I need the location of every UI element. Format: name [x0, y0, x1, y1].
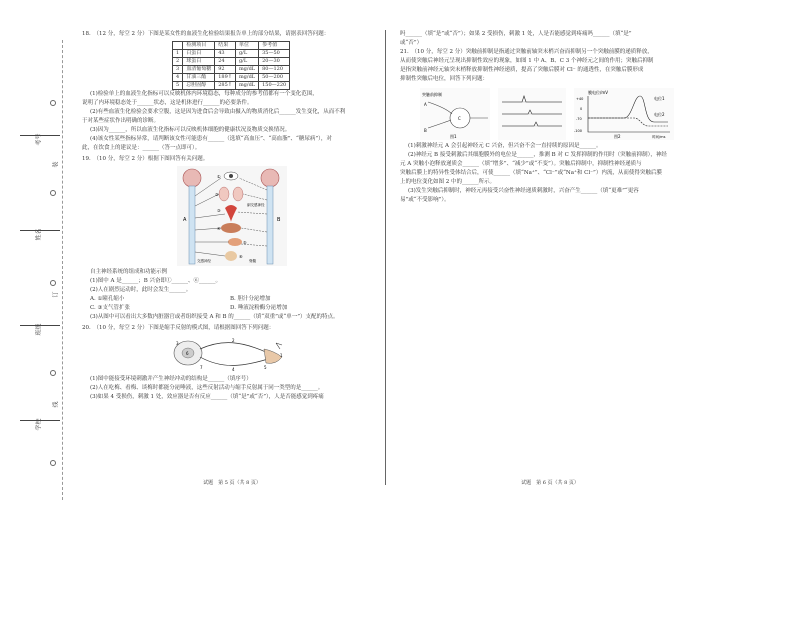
fig2-label-potential2: 电位2 — [654, 112, 665, 117]
table-header: 单位 — [235, 42, 258, 50]
fig2-title: 图2 — [614, 134, 621, 139]
q21-line2: 从而使突触后神经元呈现出抑制性效应的现象，如图 1 中 A、B、C 3 个神经元之间的作用；突触后抑制 — [400, 58, 654, 64]
table-cell: 5 — [173, 82, 183, 90]
q20-sub1: (1)图中能接受环境刺激并产生神经冲动的结构是______（填序号） — [90, 376, 252, 382]
label-school: 学校 — [35, 418, 43, 431]
table-cell: 4 — [173, 74, 183, 82]
table-cell: 白蛋白 — [183, 50, 215, 58]
table-cell: 43 — [215, 50, 236, 58]
table-header — [173, 42, 183, 50]
binding-margin — [18, 40, 63, 500]
table-cell: 285↑ — [215, 82, 236, 90]
reflex-label-4: 4 — [232, 367, 235, 372]
label-class: 班级 — [35, 323, 43, 336]
fig2-tick-70: -70 — [576, 117, 582, 121]
table-cell: 2 — [173, 58, 183, 66]
table-cell: 24 — [215, 58, 236, 66]
fig-label-parasympathetic: 副交感神经 — [247, 203, 265, 207]
fig1-title: 图1 — [450, 134, 457, 139]
fig2-xlabel: 时间/ms — [652, 135, 666, 139]
question-18-head: 18. （12 分，每空 2 分）下图是某女性的血液生化检验结果报告单上的部分结果，请据表回答问题： — [82, 31, 330, 37]
q21-sub3b: 易”或“不受影响”）。 — [400, 197, 450, 203]
stomach-icon — [228, 238, 242, 246]
page-footer-6: 试题 第 6 页（共 8 页） — [521, 480, 579, 486]
liver-icon — [221, 223, 241, 233]
table-row — [173, 74, 290, 82]
question-19 — [82, 155, 382, 322]
q18-sub4b: 此，在饮食上的建议是：______（答一点即可）。 — [82, 145, 201, 151]
table-cell: 80—120 — [259, 66, 290, 74]
figure-2-potential-chart — [574, 88, 674, 140]
table-cell: g/L — [235, 50, 258, 58]
q18-sub2a: (2)有些血液生化检验会要求空腹，这是因为进食后会导致由摄入的物质消化后______发生变化，从而不利 — [90, 109, 346, 115]
fig-label-a: A — [183, 217, 187, 223]
lung-right-icon — [233, 187, 243, 201]
q19-sub2: (2)人在剧烈运动时，此时会发生______。 — [90, 287, 192, 293]
table-cell: 总胆固醇 — [183, 82, 215, 90]
table-cell: g/L — [235, 58, 258, 66]
fig-label-4: ④ — [217, 226, 221, 231]
fig-label-spinal: 脊髓 — [249, 259, 256, 263]
fig1-label-presynaptic: 突触前抑制 — [422, 92, 442, 97]
q21-sub2a: (2)神经元 B 接受刺激后其细胞膜外的电位是______，推测 B 对 C 发挥抑制的作用时（突触前抑制），神经 — [408, 152, 667, 158]
reflex-label-1: 1 — [280, 353, 283, 358]
question-21-head: 21. （10 分，每空 2 分）突触前抑制是指通过突触前轴突末梢兴奋而抑制另一个突触前膜的递质释放， — [400, 49, 653, 55]
fig2-tick-0: 0 — [580, 107, 583, 111]
pin-icon — [276, 343, 282, 349]
table-header: 检测项目 — [183, 42, 215, 50]
reflex-label-3: 3 — [176, 341, 179, 346]
fig2-label-potential1: 电位1 — [654, 96, 665, 101]
table-row — [173, 66, 290, 74]
brain-left-icon — [183, 169, 201, 187]
table-cell: 1 — [173, 50, 183, 58]
q19-option-c: C. ③支气管扩张 — [90, 305, 130, 311]
left-page — [82, 30, 382, 490]
table-row — [173, 50, 290, 58]
q20-continued-2: 或“否”） — [400, 40, 423, 46]
autonomic-nervous-figure — [177, 166, 287, 266]
q19-option-b: B. 胆汁分泌增加 — [230, 296, 271, 302]
q19-caption: 自主神经系统的组成和功能示例 — [90, 269, 168, 275]
table-cell: mg/dL — [235, 74, 258, 82]
right-page — [400, 30, 700, 490]
reflex-arc-figure — [172, 335, 292, 373]
table-cell: 甘油三酯 — [183, 74, 215, 82]
table-cell: 球蛋白 — [183, 58, 215, 66]
binding-hole — [50, 370, 56, 376]
fig-label-6: ⑥ — [239, 254, 243, 259]
q18-sub1a: (1)检验单上的血液生化指标可以反映机体内环境稳态，每种成分的参考值都有一个变化范围， — [90, 91, 318, 97]
question-18 — [82, 30, 382, 153]
figure-1-neurons — [420, 88, 490, 140]
fig-label-1: ① — [217, 174, 221, 179]
binding-hole — [50, 280, 56, 286]
table-cell: 150—220 — [259, 82, 290, 90]
mark-ding: 订 — [52, 291, 60, 298]
autonomic-diagram — [177, 166, 287, 266]
q18-sub1b: 说明了内环境稳态处于______状态，这是机体进行______的必要条件。 — [82, 100, 253, 106]
lab-results-table — [172, 41, 290, 90]
fig1-label-c: C — [458, 116, 461, 121]
question-19-head: 19. （10 分，每空 2 分）根据下图回答有关问题。 — [82, 156, 209, 162]
fig-label-b: B — [277, 217, 281, 223]
table-cell: mg/dL — [235, 82, 258, 90]
mark-xian: 线 — [52, 401, 60, 408]
q19-option-a: A. ①瞳孔缩小 — [90, 296, 125, 302]
fig-label-3: ③ — [217, 208, 221, 213]
q18-sub4a: (4)该女性某些指标异常，请判断该女性可能患有______（选填“高血压”、“高血脂”、“糖尿病”），对 — [90, 136, 332, 142]
q19-sub1: (1)图中 A 是______；B 兴奋即①______、⑥______。 — [90, 278, 222, 284]
table-cell: 189↑ — [215, 74, 236, 82]
table-cell: 3 — [173, 66, 183, 74]
table-cell: 92 — [215, 66, 236, 74]
q21-sub2d: 上的电位变化如图 2 中的______所示。 — [400, 179, 495, 185]
fig1-label-a: A — [424, 102, 427, 107]
table-cell: 20—30 — [259, 58, 290, 66]
reflex-label-2: 2 — [232, 338, 235, 343]
binding-hole — [50, 100, 56, 106]
table-header: 参考值 — [259, 42, 290, 50]
fig-label-sympathetic: 交感神经 — [197, 259, 211, 263]
binding-hole — [50, 190, 56, 196]
q18-sub2b: 于对某些症状作出明确的诊断。 — [82, 118, 160, 124]
q20-sub3a: (3)如果 4 受损伤，刺激 1 处，效应器是否有反应______（填“是”或“否”），人是否能感觉到疼痛 — [90, 394, 324, 400]
question-20 — [82, 324, 382, 402]
reflex-label-5: 5 — [264, 365, 267, 370]
page-footer-5: 试题 第 5 页（共 8 页） — [203, 480, 261, 486]
q21-line4: 抑制性突触后电位，回答下列问题： — [400, 76, 489, 82]
fig-label-2: ② — [215, 192, 219, 197]
q21-sub1: (1)刺激神经元 A 会引起神经元 C 兴奋，但兴奋不会一直持续的原因是______。 — [408, 143, 602, 149]
question-20-head: 20. （10 分，每空 2 分）下图是缩手反射的模式图，请根据图回答下列问题： — [82, 325, 275, 331]
brain-right-icon — [261, 169, 279, 187]
figure-1-traces — [498, 88, 566, 140]
reflex-label-6: 6 — [186, 351, 189, 356]
table-row — [173, 58, 290, 66]
label-kaohao: 考号 — [35, 133, 43, 146]
fig2-ylabel: 膜电位/mV — [588, 90, 608, 95]
q20-sub2: (2)人在吃梅、看梅、谈梅时都能分泌唾液，这些反射活动与缩手反射属于同一类型的是______。 — [90, 385, 324, 391]
label-name: 姓名 — [35, 228, 43, 241]
spinal-cord-right — [267, 186, 273, 264]
q19-options-row1 — [90, 295, 382, 304]
reflex-arc-diagram — [172, 335, 292, 373]
bladder-icon — [225, 251, 237, 261]
fig-label-5: ⑤ — [243, 240, 247, 245]
table-cell: 35—50 — [259, 50, 290, 58]
lung-left-icon — [219, 187, 229, 201]
table-cell: 50—200 — [259, 74, 290, 82]
mark-zhuang: 装 — [52, 161, 60, 168]
q20-continued-1: 吗______（填“是”或“否”）；如果 2 受损伤，刺激 1 处，人是否能感觉到疼痛吗______（填“是” — [400, 31, 632, 37]
q21-figures — [420, 88, 700, 140]
fig2-tick-40: +40 — [576, 97, 584, 101]
q18-sub3: (3)因为______，所以血液生化指标可以反映机体细胞的健康状况及物质交换情况。 — [90, 127, 291, 133]
table-cell: 血清葡萄糖 — [183, 66, 215, 74]
fig2-tick-100: -100 — [574, 129, 582, 133]
q19-option-d: D. 唾液淀粉酶分泌增加 — [230, 305, 288, 311]
table-cell: mg/dL — [235, 66, 258, 74]
fig1-label-b: B — [424, 128, 427, 133]
reflex-label-7: 7 — [200, 365, 203, 370]
table-header: 结果 — [215, 42, 236, 50]
q21-line3: 是指突触前神经元轴突末梢释放抑制性神经递质，提高了突触后膜对 Cl⁻ 的通透性，在突触后膜形成 — [400, 67, 644, 73]
q19-options-row2 — [90, 304, 382, 313]
q21-sub2b: 元 A 突触小泡释放递质会______（填“增多”、“减少”或“不变”）。突触后抑制中，抑制性神经递质与 — [400, 161, 642, 167]
binding-hole — [50, 460, 56, 466]
table-row — [173, 82, 290, 90]
q21-sub3a: (3)发生突触后抑制时，神经元再接受兴奋性神经递质刺激时，兴奋产生______（填“更难”“更容 — [408, 188, 639, 194]
table-header-row — [173, 42, 290, 50]
q21-sub2c: 突触后膜上的特异性受体结合后，可使______（填“Na⁺”、“Cl⁻”或“Na⁺和 Cl⁻”）内流，从而使得突触后膜 — [400, 170, 662, 176]
question-21 — [400, 48, 700, 205]
spinal-cord-left — [189, 186, 195, 264]
page-divider — [385, 30, 386, 485]
q19-sub3: (3)从图中可以看出大多数内脏器官或者组织接受 A 和 B 的______（填“双重”或“单一”）支配的特点。 — [90, 314, 339, 320]
